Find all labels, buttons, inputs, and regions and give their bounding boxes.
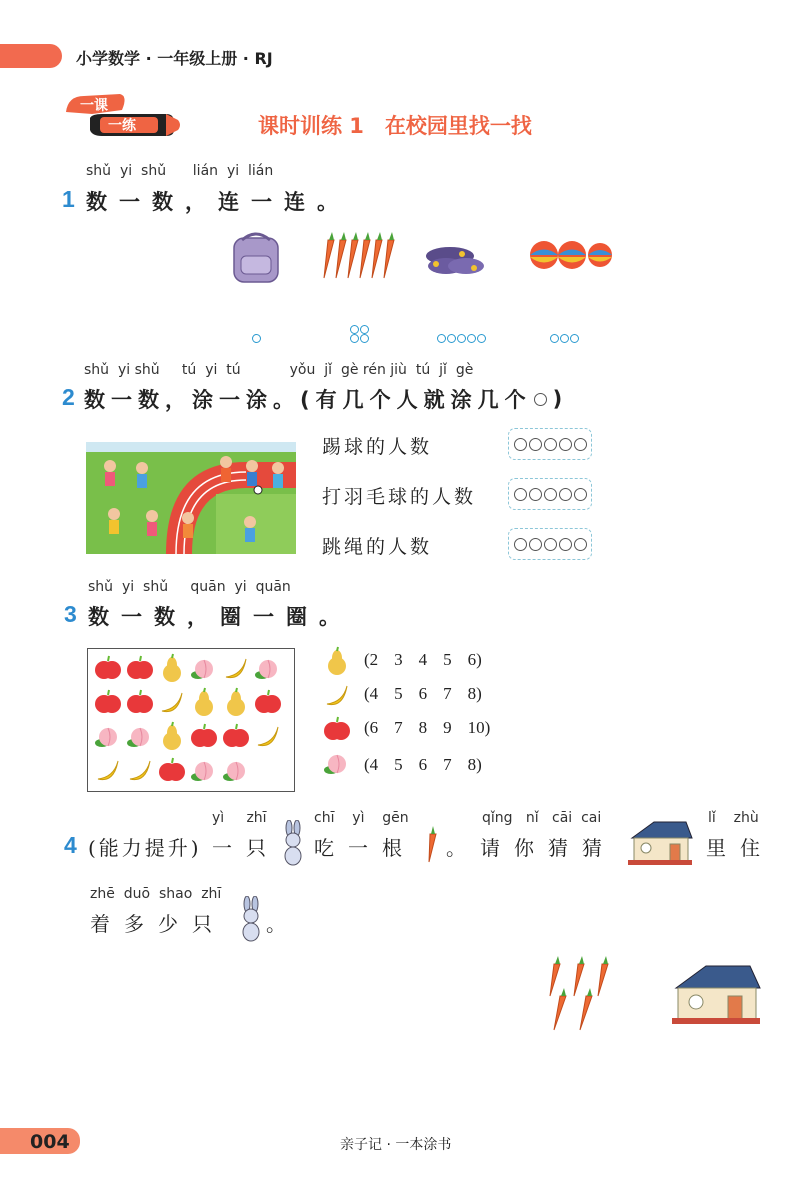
dots-four (349, 325, 369, 343)
q4-pinyin-b: chī yì gēn (314, 810, 409, 826)
dots-five (437, 334, 486, 343)
q3-pinyin: shǔ yi shǔ quān yi quān (88, 579, 291, 595)
peach-icon (255, 660, 277, 679)
choice-row-banana[interactable]: (4 5 6 7 8) (364, 684, 482, 703)
apple-icon (191, 724, 217, 747)
q2-number: 2 (62, 384, 75, 410)
dots-three (550, 334, 579, 343)
q3-number: 3 (64, 601, 77, 627)
footer-text: 亲子记 · 一本涂书 (340, 1137, 452, 1153)
q1-number: 1 (62, 186, 75, 212)
lesson-badge (62, 90, 184, 144)
fruit-grid-box (87, 648, 295, 792)
book-title: 小学数学 · 一年级上册 · RJ (76, 49, 273, 68)
lesson-title: 课时训练 1 在校园里找一找 (258, 114, 532, 138)
choice-fruit-icons (322, 646, 352, 782)
q4-pinyin-a: yì zhī (212, 810, 267, 826)
hats-icon (426, 247, 484, 274)
rabbit-icon-2 (238, 896, 264, 942)
choice-row-apple[interactable]: (6 7 8 9 10) (364, 718, 491, 737)
fruit-grid (88, 649, 294, 791)
pear-icon (163, 722, 181, 750)
apple-icon (255, 690, 281, 713)
q2-playground-picture (86, 442, 296, 554)
q1-text: 数一数，连一连。 (86, 190, 350, 214)
choice-row-pear[interactable]: (2 3 4 5 6) (364, 650, 482, 669)
carrots-icon (324, 232, 394, 278)
carrots-group-icon (540, 956, 630, 1032)
dots-one (252, 334, 261, 343)
apple-icon (95, 656, 121, 679)
q4-pinyin-c: qǐng nǐ cāi cai (482, 810, 602, 826)
page-number: 004 (30, 1131, 70, 1153)
q4-number: 4 (64, 832, 77, 858)
q4-pinyin-e: zhē duō shao zhī (90, 886, 222, 902)
circle-symbol (534, 393, 547, 406)
house-large-icon (666, 962, 762, 1026)
q2-pinyin: shǔ yi shǔ tú yi tú yǒu jǐ gè rén jiù tú jǐ gè (84, 362, 474, 378)
banana-icon (327, 686, 347, 705)
apple-icon (159, 758, 185, 781)
peach-icon (95, 728, 117, 747)
apple-icon (223, 724, 249, 747)
q4-seg1: 一只 (212, 836, 280, 860)
apple-icon (95, 690, 121, 713)
answer-box-badminton[interactable] (508, 478, 592, 510)
peach-icon (223, 762, 245, 781)
backpack-icon (234, 234, 278, 282)
banana-icon (226, 659, 246, 678)
peach-icon (191, 660, 213, 679)
balls-icon (530, 241, 612, 269)
peach-icon (191, 762, 213, 781)
apple-icon (324, 717, 350, 740)
peach-icon (324, 755, 346, 774)
row-label-jumprope: 跳绳的人数 (322, 536, 433, 558)
q4-line2-end: 。 (266, 912, 300, 936)
banana-icon (258, 727, 278, 746)
row-label-badminton: 打羽毛球的人数 (322, 486, 477, 508)
q1-pictures (228, 230, 612, 288)
answer-box-soccer[interactable] (508, 428, 592, 460)
q4-seg3: 。请你猜猜 (446, 836, 616, 860)
row-label-soccer: 踢球的人数 (322, 436, 433, 458)
q1-pinyin: shǔ yi shǔ lián yi lián (86, 163, 274, 179)
q2-text-row (84, 384, 574, 414)
pear-icon (195, 688, 213, 716)
badge-top-text: 一课 (80, 98, 108, 114)
banana-icon (98, 761, 118, 780)
rabbit-icon (280, 820, 306, 866)
pear-icon (328, 647, 346, 675)
banana-icon (130, 761, 150, 780)
q3-text: 数一数，圈一圈。 (88, 605, 352, 629)
q4-prefix: (能力提升) (88, 836, 202, 860)
q2-text-end: ) (552, 387, 575, 411)
badge-bottom-text: 一练 (108, 118, 136, 134)
pear-icon (163, 654, 181, 682)
q4-seg4: 里住 (706, 836, 774, 860)
q4-seg2: 吃一根 (314, 836, 416, 860)
header-accent-bar (0, 44, 62, 68)
banana-icon (162, 693, 182, 712)
apple-icon (127, 690, 153, 713)
q2-text: 数一数，涂一涂。(有几个人就涂几个 (84, 388, 532, 412)
q4-pinyin-d: lǐ zhù (708, 810, 759, 826)
choice-row-peach[interactable]: (4 5 6 7 8) (364, 755, 482, 774)
house-icon (624, 818, 694, 866)
carrot-icon (424, 826, 440, 864)
pear-icon (227, 688, 245, 716)
peach-icon (127, 728, 149, 747)
answer-box-jumprope[interactable] (508, 528, 592, 560)
q4-line2: 着多少只 (90, 912, 226, 936)
apple-icon (127, 656, 153, 679)
